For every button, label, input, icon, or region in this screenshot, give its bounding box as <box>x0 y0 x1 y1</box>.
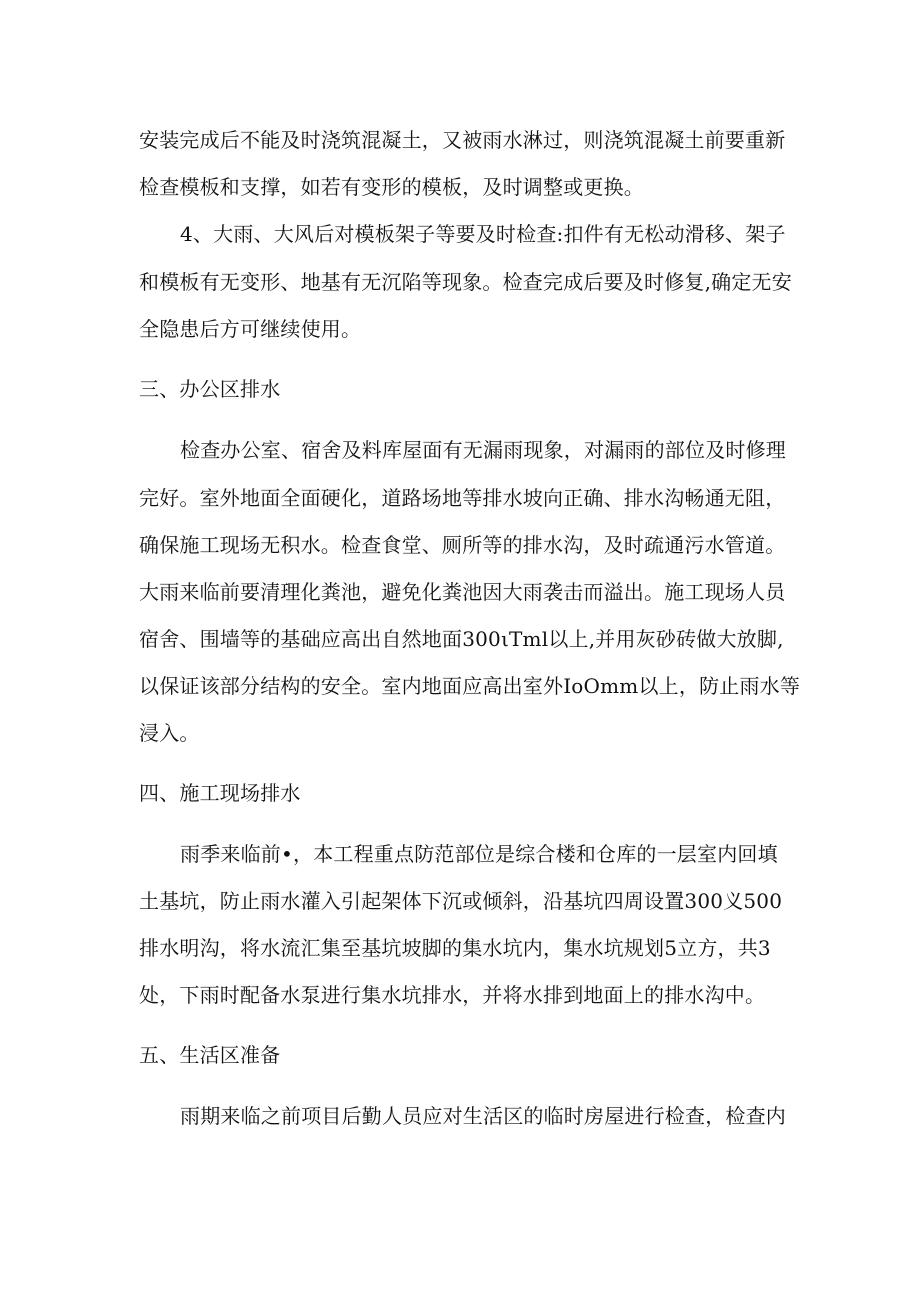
paragraph-line: 雨季来临前•，本工程重点防范部位是综合楼和仓库的一层室内回填 <box>180 842 778 866</box>
paragraph-line: 全隐患后方可继续使用。 <box>139 317 362 341</box>
paragraph-line: 和模板有无变形、地基有无沉陷等现象。检查完成后要及时修复,确定无安 <box>139 270 792 294</box>
paragraph-line: 检查办公室、宿舍及料库屋面有无漏雨现象，对漏雨的部位及时修理 <box>180 438 786 462</box>
section-heading: 五、生活区准备 <box>139 1043 281 1067</box>
paragraph-line: 大雨来临前要清理化粪池，避免化粪池因大雨袭击而溢出。施工现场人员 <box>139 580 786 604</box>
paragraph-line: 土基坑，防止雨水灌入引起架体下沉或倾斜，沿基坑四周设置300义500 <box>139 889 783 913</box>
paragraph-line: 排水明沟，将水流汇集至基坑坡脚的集水坑内，集水坑规划5立方，共3 <box>139 936 771 960</box>
paragraph-line: 处，下雨时配备水泵进行集水坑排水，并将水排到地面上的排水沟中。 <box>139 983 766 1007</box>
paragraph-line: 4、大雨、大风后对模板架子等要及时检查:扣件有无松动滑移、架子 <box>180 222 786 246</box>
paragraph-line: 以保证该部分结构的安全。室内地面应高出室外IoOmm以上，防止雨水等 <box>139 674 801 698</box>
section-heading: 三、办公区排水 <box>139 377 281 401</box>
paragraph-line: 安装完成后不能及时浇筑混凝土，又被雨水淋过，则浇筑混凝土前要重新 <box>139 128 786 152</box>
section-heading: 四、施工现场排水 <box>139 781 301 805</box>
paragraph-line: 宿舍、围墙等的基础应高出自然地面300ιTml以上,并用灰砂砖做大放脚, <box>139 627 784 651</box>
paragraph-line: 检查模板和支撑，如若有变形的模板，及时调整或更换。 <box>139 175 644 199</box>
paragraph-line: 完好。室外地面全面硬化，道路场地等排水坡向正确、排水沟畅通无阻， <box>139 486 786 510</box>
paragraph-line: 浸入。 <box>139 721 200 745</box>
paragraph-line: 确保施工现场无积水。检查食堂、厕所等的排水沟，及时疏通污水管道。 <box>139 533 786 557</box>
paragraph-line: 雨期来临之前项目后勤人员应对生活区的临时房屋进行检查，检查内 <box>180 1104 786 1128</box>
